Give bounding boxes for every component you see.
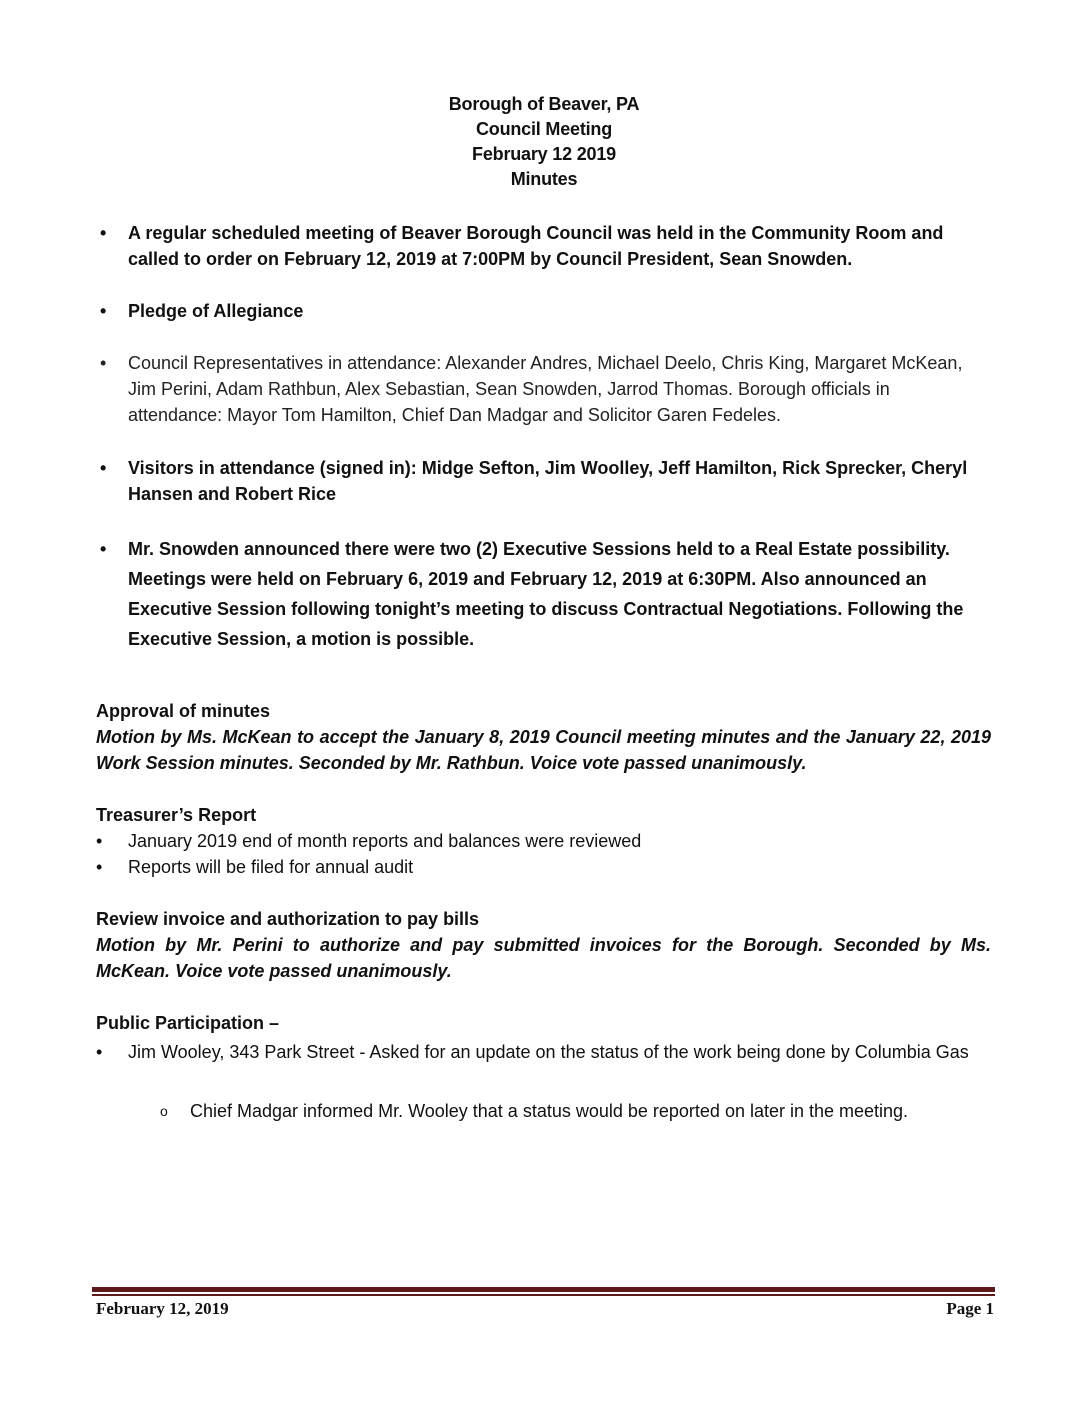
list-item-treasurer-2 bbox=[96, 854, 996, 880]
section-invoices bbox=[96, 906, 991, 984]
public-subitem-text: Chief Madgar informed Mr. Wooley that a status would be reported on later in the meeting. bbox=[190, 1101, 909, 1121]
title-meeting-type: Council Meeting bbox=[476, 119, 612, 139]
bullet-icon: • bbox=[100, 301, 107, 321]
public-item-text: Jim Wooley, 343 Park Street - Asked for an update on the status of the work being done by Columbia Gas bbox=[128, 1042, 969, 1062]
bullet-icon: • bbox=[100, 458, 107, 478]
section-approval-of-minutes bbox=[96, 698, 991, 776]
list-item-public-1 bbox=[96, 1038, 996, 1066]
section-heading: Review invoice and authorization to pay bills bbox=[96, 909, 480, 929]
footer-date: February 12, 2019 bbox=[96, 1299, 229, 1318]
footer-rule bbox=[92, 1287, 995, 1292]
executive-sessions-text: Mr. Snowden announced there were two (2) Executive Sessions held to a Real Estate possibility. Meetings were held on February 6, 2019 and February 12, 2019 at 6:30PM. Also announced an Executive Session following tonight’s meeting to discuss Contractual Negotiations. Following the Executive Session, a motion is possible. bbox=[128, 539, 964, 649]
visitors-text: Visitors in attendance (signed in): Midge Sefton, Jim Woolley, Jeff Hamilton, Rick Sprecker, Cheryl Hansen and Robert Rice bbox=[128, 458, 968, 504]
attendance-text: Council Representatives in attendance: Alexander Andres, Michael Deelo, Chris King, Margaret McKean, Jim Perini, Adam Rathbun, Alex Sebastian, Sean Snowden, Jarrod Thomas. Borough officials in attendance: Mayor Tom Hamilton, Chief Dan Madgar and Solicitor Garen Fedeles. bbox=[128, 353, 963, 425]
list-item-treasurer-1 bbox=[96, 828, 996, 854]
list-item-visitors bbox=[100, 455, 980, 507]
section-heading: Approval of minutes bbox=[96, 701, 271, 721]
treasurer-item-text: Reports will be filed for annual audit bbox=[128, 857, 414, 877]
call-to-order-text: A regular scheduled meeting of Beaver Borough Council was held in the Community Room and called to order on February 12, 2019 at 7:00PM by Council President, Sean Snowden. bbox=[128, 223, 944, 269]
pledge-text: Pledge of Allegiance bbox=[128, 301, 304, 321]
bullet-icon: • bbox=[100, 353, 107, 373]
bullet-icon: • bbox=[100, 223, 107, 243]
list-subitem-public-1 bbox=[160, 1098, 1000, 1124]
bullet-icon: • bbox=[96, 1042, 103, 1062]
treasurer-item-text: January 2019 end of month reports and balances were reviewed bbox=[128, 831, 642, 851]
list-item-executive-sessions bbox=[100, 534, 980, 654]
approval-motion-text: Motion by Ms. McKean to accept the January 8, 2019 Council meeting minutes and the January 22, 2019 Work Session minutes. Seconded by Mr. Rathbun. Voice vote passed unanimously. bbox=[96, 727, 991, 773]
section-treasurers-report bbox=[96, 802, 991, 828]
list-item-pledge bbox=[100, 298, 980, 324]
section-public-participation bbox=[96, 1010, 991, 1036]
section-heading: Public Participation – bbox=[96, 1013, 280, 1033]
bullet-icon: • bbox=[96, 831, 103, 851]
title-minutes: Minutes bbox=[510, 169, 578, 189]
section-heading: Treasurer’s Report bbox=[96, 805, 257, 825]
footer-rule-thin bbox=[92, 1294, 995, 1296]
list-item-call-to-order bbox=[100, 220, 980, 272]
title-date: February 12 2019 bbox=[472, 144, 616, 164]
bullet-icon: • bbox=[100, 539, 107, 559]
bullet-icon: • bbox=[96, 857, 103, 877]
footer-page-number: Page 1 bbox=[946, 1299, 994, 1318]
title-borough: Borough of Beaver, PA bbox=[448, 94, 640, 114]
invoices-motion-text: Motion by Mr. Perini to authorize and pay submitted invoices for the Borough. Seconded by Ms. McKean. Voice vote passed unanimously. bbox=[96, 935, 991, 981]
document-title-block bbox=[0, 92, 1088, 192]
list-item-attendance bbox=[100, 350, 980, 428]
hollow-bullet-icon: o bbox=[160, 1103, 168, 1119]
